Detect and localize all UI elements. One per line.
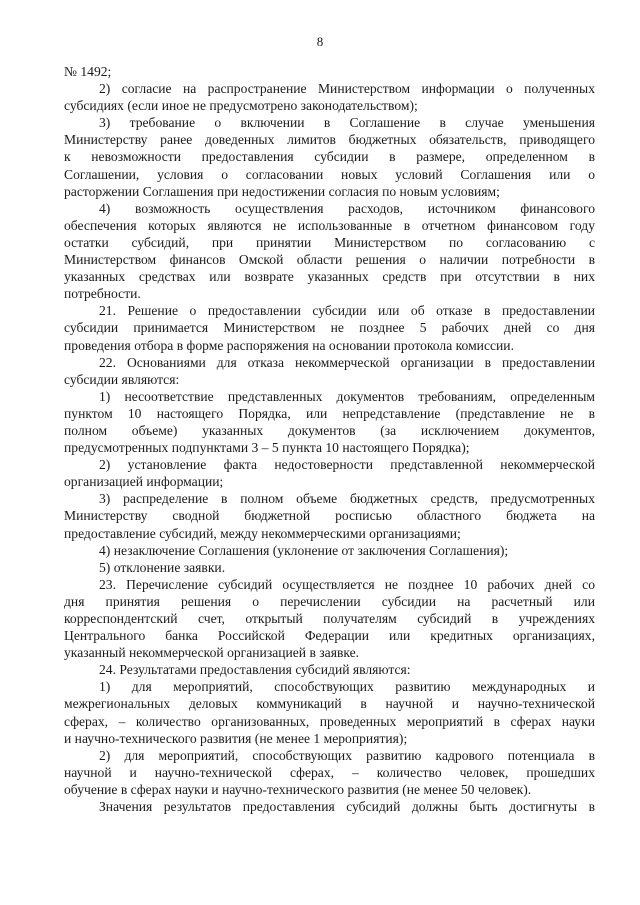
text-line: субсидии принимается Министерством не позднее 5 рабочих дней со дня (64, 320, 595, 336)
text-line: предоставление субсидий, между некоммерческими организациями; (64, 525, 461, 541)
text-line: межрегиональных деловых коммуникаций в научной и научно-технической (64, 696, 595, 712)
text-line: 2) установление факта недостоверности представленной некоммерческой (99, 457, 595, 473)
text-line: 23. Перечисление субсидий осуществляется не позднее 10 рабочих дней со (99, 576, 595, 592)
text-line: 4) незаключение Соглашения (уклонение от заключения Соглашения); (99, 542, 509, 558)
text-line: потребности. (64, 286, 141, 302)
text-line: Министерством финансов Омской области решения о наличии потребности в (64, 252, 595, 268)
text-line: полном объеме) указанных документов (за исключением документов, (64, 422, 595, 438)
text-line: предусмотренных подпунктами 3 – 5 пункта 10 настоящего Порядка); (64, 440, 470, 456)
text-line: пунктом 10 настоящего Порядка, или непредставление (представление не в (64, 405, 595, 421)
text-line: и научно-технического развития (не менее 1 мероприятия); (64, 730, 408, 746)
text-line: 3) распределение в полном объеме бюджетных средств, предусмотренных (99, 491, 595, 507)
text-line: сферах, – количество организованных, проведенных мероприятий в сферах науки (64, 713, 595, 729)
text-line: корреспондентский счет, открытый получателям субсидий в учреждениях (64, 611, 595, 626)
text-line: 5) отклонение заявки. (99, 559, 226, 575)
text-line: 1) несоответствие представленных документов требованиям, определенным (99, 388, 595, 404)
text-line: Соглашении, условия о согласовании новых условий Соглашения или о (64, 166, 595, 182)
text-line: Министерству ранее доведенных лимитов бюджетных обязательств, приводящего (64, 132, 595, 148)
document-body (64, 63, 595, 815)
text-line: 4) возможность осуществления расходов, источником финансового (99, 200, 595, 216)
text-line: обучение в сферах науки и научно-технического развития (не менее 50 человек). (64, 781, 532, 797)
text-line: указанных средствах или возврате указанных средств при отсутствии в них (64, 269, 595, 285)
text-line: субсидиях (если иное не предусмотрено законодательством); (64, 98, 418, 114)
text-line: остатки субсидий, при принятии Министерством по согласованию с (64, 234, 595, 250)
text-line: дня принятия решения о перечислении субсидии на расчетный или (64, 593, 595, 609)
text-line: субсидии являются: (64, 371, 180, 387)
text-line: 24. Результатами предоставления субсидий являются: (99, 662, 411, 678)
text-line: проведения отбора в форме распоряжения на основании протокола комиссии. (64, 337, 514, 353)
text-line: указанный некоммерческой организацией в заявке. (64, 645, 360, 661)
text-line: Значения результатов предоставления субсидий должны быть достигнуты в (99, 799, 595, 815)
text-line: научной и научно-технической сферах, – количество человек, прошедших (64, 764, 595, 780)
text-line: 2) согласие на распространение Министерством информации о полученных (99, 81, 595, 97)
text-line: 21. Решение о предоставлении субсидии или об отказе в предоставлении (99, 303, 595, 319)
text-line: Центрального банка Российской Федерации или кредитных организациях, (64, 628, 595, 644)
text-line: 1) для мероприятий, способствующих развитию международных и (99, 679, 595, 695)
text-line: № 1492; (64, 64, 112, 79)
text-line: организацией информации; (64, 474, 224, 490)
text-line: расторжении Соглашения при недостижении согласия по новым условиям; (64, 183, 500, 199)
page-number: 8 (316, 34, 324, 49)
text-line: Министерству сводной бюджетной росписью областного бюджета на (64, 508, 595, 524)
text-line: к невозможности предоставления субсидии в размере, определенном в (64, 149, 595, 165)
text-line: 3) требование о включении в Соглашение в случае уменьшения (99, 115, 595, 131)
text-line: 22. Основаниями для отказа некоммерческой организации в предоставлении (99, 354, 595, 370)
text-line: 2) для мероприятий, способствующих развитию кадрового потенциала в (99, 747, 595, 763)
text-line: обеспечения которых являются не использованные в отчетном финансовом году (64, 217, 595, 233)
